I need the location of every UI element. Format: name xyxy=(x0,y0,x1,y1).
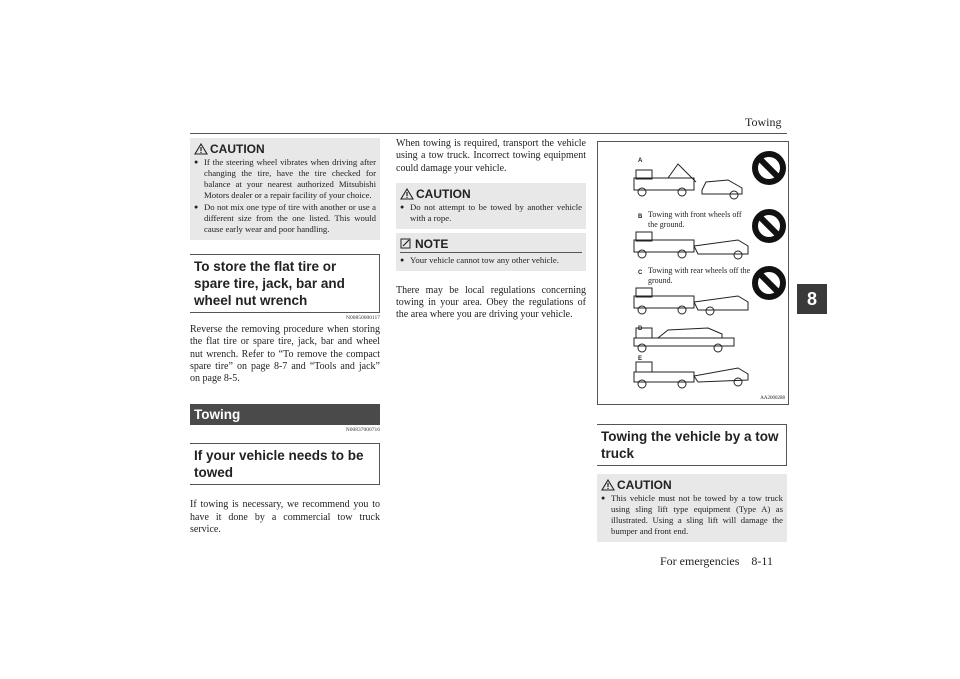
section-heading-store: To store the flat tire or spare tire, jack, bar and wheel nut wrench xyxy=(190,254,380,313)
note-pencil-icon xyxy=(400,238,412,249)
page-footer: For emergencies 8-11 xyxy=(660,554,773,568)
prohibited-icon xyxy=(755,269,783,297)
towing-figure xyxy=(597,141,789,405)
caution-box xyxy=(396,183,586,229)
caution-item: ● If the steering wheel vibrates when driving after changing the tire, have the tire checked for balance at your nearest authorized Mitsubishi Motors dealer or a repair facility of your choice. xyxy=(194,157,376,201)
caution-box xyxy=(190,138,380,240)
figure-code: AA2000288 xyxy=(760,396,785,401)
section-heading-tow-truck: Towing the vehicle by a tow truck xyxy=(597,424,787,466)
figure-letter-b: B xyxy=(638,214,643,220)
intro-paragraph: When towing is required, transport the vehicle using a tow truck. Incorrect towing equipment could damage your vehicle. xyxy=(396,138,586,174)
tow-truck-illustrations xyxy=(598,142,788,404)
caution-label: CAUTION xyxy=(210,142,265,156)
header-rule xyxy=(190,133,787,134)
towed-paragraph: If towing is necessary, we recommend you to have it done by a commercial tow truck service. xyxy=(190,499,380,536)
column-3 xyxy=(597,424,787,542)
caution-item: ● Do not attempt to be towed by another vehicle with a rope. xyxy=(400,202,582,224)
section-heading-towed: If your vehicle needs to be towed xyxy=(190,443,380,485)
note-box xyxy=(396,233,586,271)
running-header: Towing xyxy=(745,115,782,129)
section-code: N00850000117 xyxy=(345,315,380,321)
figure-label-c: Towing with rear wheels off the ground. xyxy=(648,266,751,285)
warning-triangle-icon xyxy=(400,188,414,200)
caution-title xyxy=(601,478,783,492)
prohibited-icon xyxy=(755,154,783,182)
tow-truck-a xyxy=(634,164,742,199)
flatbed-truck-d xyxy=(634,328,734,352)
tow-truck-c xyxy=(634,288,748,315)
caution-item: ● Do not mix one type of tire with another or use a different size from the one listed. This would cause early wear and poor handling. xyxy=(194,202,376,235)
prohibited-icon xyxy=(755,212,783,240)
warning-triangle-icon xyxy=(194,143,208,155)
note-item: ● Your vehicle cannot tow any other vehicle. xyxy=(400,255,582,266)
caution-label: CAUTION xyxy=(617,478,672,492)
figure-letter-e: E xyxy=(638,356,643,362)
caution-title xyxy=(194,142,376,156)
section-heading-towing: Towing xyxy=(190,404,380,425)
caution-item: ● This vehicle must not be towed by a tow truck using sling lift type equipment (Type A) as illustrated. Using a sling lift will damage the bumper and front end. xyxy=(601,493,783,537)
figure-letter-c: C xyxy=(638,270,643,276)
figure-label-b: Towing with front wheels off the ground. xyxy=(648,210,742,229)
figure-letter-a: A xyxy=(638,158,643,164)
dolly-truck-e xyxy=(634,362,748,388)
note-title xyxy=(400,237,582,253)
chapter-tab: 8 xyxy=(797,284,827,314)
caution-title xyxy=(400,187,582,201)
warning-triangle-icon xyxy=(601,479,615,491)
store-paragraph: Reverse the removing procedure when storing the flat tire or spare tire, jack, bar and wheel nut wrench. Refer to “To remove the compact spare tire” on page 8-7 and “Tools and jack” on page 8-5. xyxy=(190,324,380,385)
column-2 xyxy=(396,138,586,322)
tow-truck-b xyxy=(634,232,748,259)
figure-letter-d: D xyxy=(638,326,643,332)
regulation-paragraph: There may be local regulations concerning towing in your area. Obey the regulations of the area where you are driving your vehicle. xyxy=(396,284,586,321)
note-label: NOTE xyxy=(415,236,449,251)
section-code: N00837000716 xyxy=(345,427,380,434)
caution-label: CAUTION xyxy=(416,186,471,201)
caution-box xyxy=(597,474,787,542)
column-1 xyxy=(190,138,380,536)
